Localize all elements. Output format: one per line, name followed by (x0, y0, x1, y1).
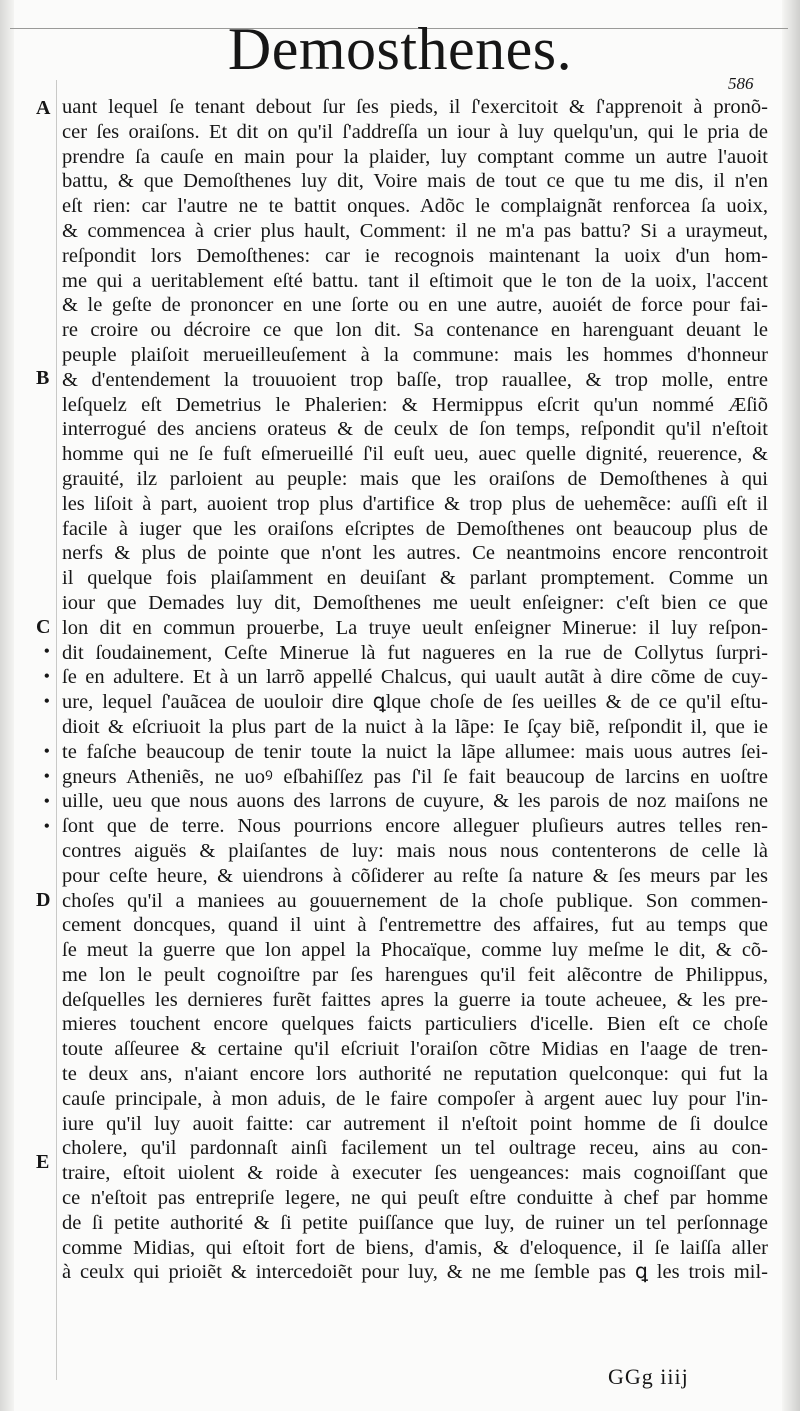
text-line: me qui a ueritablement eſté battu. tant il eſtimoit que le ton de la uoix, l'accent (62, 269, 768, 292)
text-line: uille, ueu que nous auons des larrons de cuyure, & les parois de noz maiſons ne (62, 790, 768, 813)
text-line: cer ſes oraiſons. Et dit on qu'il ſ'addreſſa un iour à luy quelqu'un, qui le pria de (62, 120, 768, 143)
text-line: & commencea à crier plus hault, Comment: il ne m'a pas battu? Si a uraymeut, (62, 219, 768, 242)
text-line: grauité, ilz parloient au peuple: mais que les oraiſons de Demoſthenes à qui (62, 467, 768, 490)
text-line: re croire ou décroire ce que lon dit. Sa contenance en harenguant deuant le (62, 319, 768, 342)
text-line: me lon le peult cognoiſtre par ſes harengues qu'il feit alẽcontre de Philippus, (62, 963, 768, 986)
margin-letter-b: B (36, 367, 50, 389)
text-line: leſquelz eſt Demetrius le Phalerien: & Hermippus eſcrit qu'un nommé Æſiõ (62, 393, 768, 416)
text-line: facile à iuger que les oraiſons eſcriptes de Demoſthenes ont beaucoup plus de (62, 517, 768, 540)
text-line: toute aſſeuree & certaine qu'il eſcriuit l'oraiſon cõtre Midias en l'aage de tren- (62, 1038, 768, 1061)
margin-mark: • (44, 743, 50, 760)
text-line: te faſche beaucoup de tenir toute la nuict la lãpe allumee: mais uous autres ſei- (62, 740, 768, 763)
text-line: ure, lequel ſ'auãcea de uouloir dire ꝗlque choſe de ſes ueilles & de ce qu'il eſtu- (62, 691, 768, 714)
margin-mark: • (44, 768, 50, 785)
text-line: iour que Demades luy dit, Demoſthenes me ueult enſeigner: c'eſt bien ce que (62, 591, 768, 614)
text-line: contres aiguës & plaiſantes de luy: mais nous nous contenterons de celle là (62, 839, 768, 862)
text-line: reſpondit lors Demoſthenes: car ie recognois maintenant la uoix d'un hom- (62, 244, 768, 267)
text-line: cholere, qu'il pardonnaſt ainſi facilement un tel oultrage receu, ains au con- (62, 1137, 768, 1160)
text-line: nerfs & plus de pointe que n'ont les autres. Ce neantmoins encore rencontroit (62, 542, 768, 565)
margin-mark: • (44, 643, 50, 660)
margin-mark: • (44, 793, 50, 810)
text-line: dioit & eſcriuoit la plus part de la nuict à la lãpe: Ie ſçay biẽ, reſpondit il, que ie (62, 715, 768, 738)
margin-mark: • (44, 693, 50, 710)
text-line: ſont que de terre. Nous pourrions encore alleguer pluſieurs autres telles ren- (62, 815, 768, 838)
margin-letter-a: A (36, 97, 51, 119)
text-line: iure qu'il luy auoit faitte: car autrement il n'eſtoit point homme de ſi doulce (62, 1112, 768, 1135)
text-line: à ceulx qui prioiẽt & intercedoiẽt pour luy, & ne me ſemble pas ꝗ les trois mil- (62, 1261, 768, 1284)
margin-mark: • (44, 818, 50, 835)
text-line: il quelque fois plaiſamment en deuiſant & parlant promptement. Comme un (62, 567, 768, 590)
text-line: lon dit en commun prouerbe, La truye ueult enſeigner Minerue: il luy reſpon- (62, 616, 768, 639)
running-title: Demosthenes. (227, 16, 573, 82)
page-number: 586 (728, 74, 754, 93)
text-line: te deux ans, n'aiant encore lors authorité ne reputation quelconque: qui fut la (62, 1063, 768, 1086)
text-line: ſe en adultere. Et à un larrõ appellé Chalcus, qui uault autãt à dire cõme de cuy- (62, 666, 768, 689)
margin-mark: • (44, 668, 50, 685)
margin-letter-e: E (36, 1151, 50, 1173)
text-line: ſe meut la guerre que lon appel la Phocaïque, comme luy meſme le dit, & cõ- (62, 939, 768, 962)
text-line: gneurs Atheniẽs, ne uoꝰ eſbahiſſez pas ſ'il ſe fait beaucoup de larcins en uoſtre (62, 765, 768, 788)
text-line: & d'entendement la trouuoient trop baſſe, trop rauallee, & trop molle, entre (62, 368, 768, 391)
text-line: cement doncques, quand il uint à ſ'entremettre des affaires, fut au temps que (62, 914, 768, 937)
text-line: pour ceſte heure, & uiendrons à cõſiderer au reſte ſa nature & ſes meurs par les (62, 864, 768, 887)
page-right-edge-shadow (782, 0, 800, 1411)
text-line: choſes qu'il a maniees au gouuernement de la choſe publique. Son commen- (62, 889, 768, 912)
text-line: les liſoit à part, auoient trop plus d'artifice & trop plus de uehemẽce: auſſi eſt il (62, 492, 768, 515)
page-left-edge-shadow (0, 0, 14, 1411)
text-line: ce n'eſtoit pas entrepriſe legere, ne qui peuſt eſtre conduitte à chef par homme (62, 1187, 768, 1210)
margin-rule (56, 80, 57, 1380)
signature-mark: GGg iiij (608, 1364, 689, 1389)
text-line: prendre ſa cauſe en main pour la plaider, luy comptant comme un autre l'auoit (62, 145, 768, 168)
text-line: & le geſte de prononcer en une ſorte ou en une autre, auoiét de force pour fai- (62, 294, 768, 317)
text-line: homme qui ne ſe fuſt eſmerueillé ſ'il euſt ueu, auec quelle dignité, reuerence, & (62, 443, 768, 466)
text-line: comme Midias, qui eſtoit fort de biens, d'amis, & d'eloquence, il ſe laiſſa aller (62, 1236, 768, 1259)
text-line: mieres touchent encore quelques faicts particuliers d'icelle. Bien eſt ce choſe (62, 1013, 768, 1036)
text-line: cauſe principale, à mon aduis, de le faire compoſer à argent auec luy pour l'in- (62, 1087, 768, 1110)
margin-letter-d: D (36, 889, 51, 911)
text-line: traire, eſtoit uiolent & roide à executer ſes uengeances: mais cognoiſſant que (62, 1162, 768, 1185)
text-line: interrogué des anciens orateus & de ceulx de ſon temps, reſpondit qu'il n'eſtoit (62, 418, 768, 441)
text-line: battu, & que Demoſthenes luy dit, Voire mais de tout ce que tu me dis, il n'en (62, 170, 768, 193)
text-line: de ſi petite authorité & ſi petite puiſſance que luy, de ruiner un tel perſonnage (62, 1211, 768, 1234)
text-line: deſquelles les dernieres furẽt faittes apres la guerre ia toute acheuee, & les pre- (62, 988, 768, 1011)
body-text (62, 95, 768, 1285)
text-line: eſt rien: car l'autre ne te battit onques. Adõc le complaignãt renforcea ſa uoix, (62, 195, 768, 218)
text-line: peuple plaiſoit merueilleuſement à la commune: mais les hommes d'honneur (62, 343, 768, 366)
text-line: uant lequel ſe tenant debout ſur ſes pieds, il ſ'exercitoit & ſ'apprenoit à pronõ- (62, 96, 768, 118)
margin-letter-c: C (36, 616, 51, 638)
text-line: dit ſoudainement, Ceſte Minerue là fut nagueres en la rue de Collytus ſurpri- (62, 641, 768, 664)
